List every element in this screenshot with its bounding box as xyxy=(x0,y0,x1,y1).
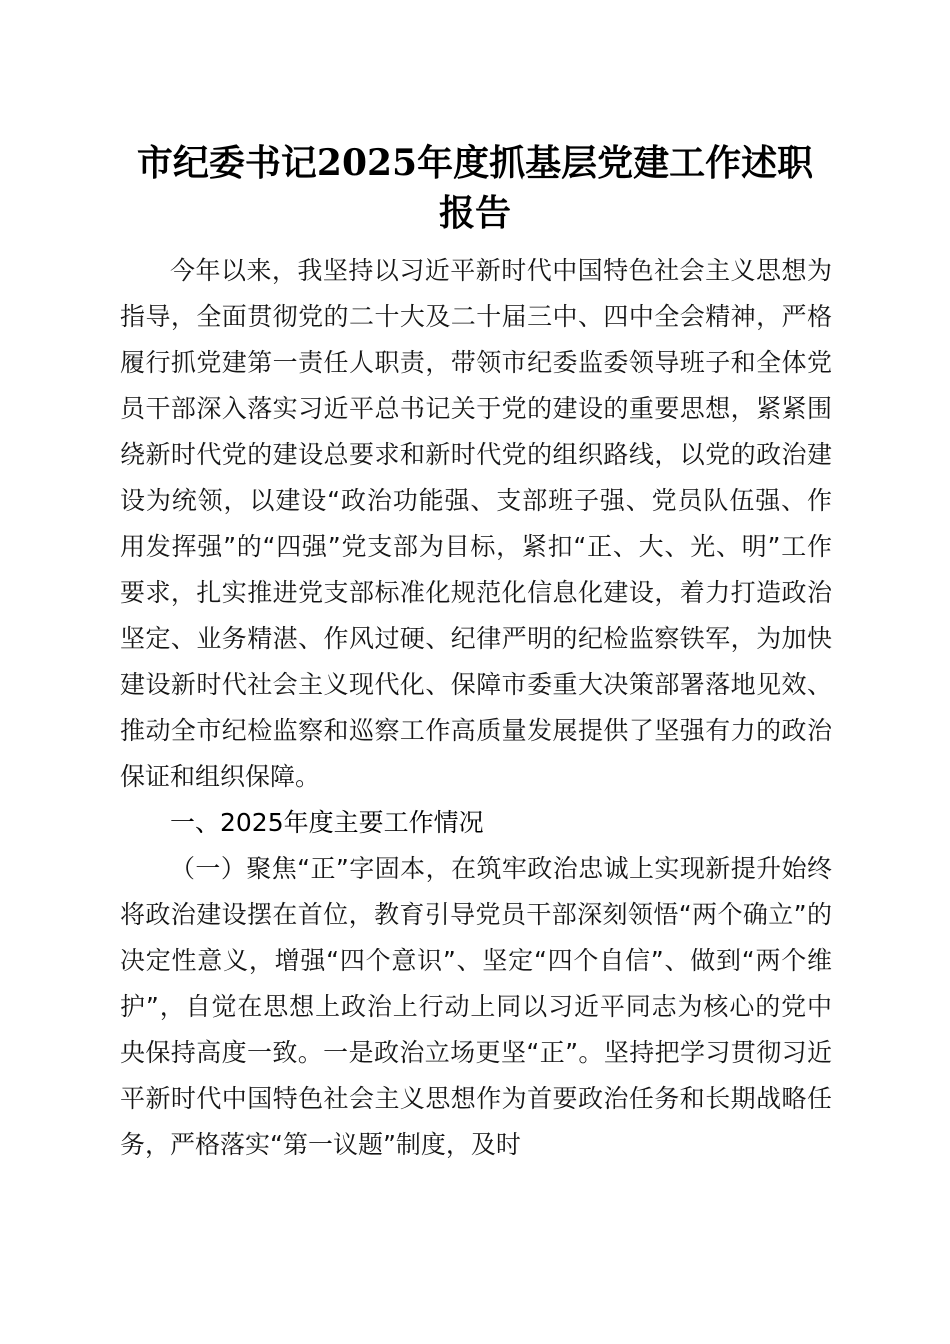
document-title: 市纪委书记2025年度抓基层党建工作述职报告 xyxy=(136,142,814,234)
section-heading: 一、2025年度主要工作情况 xyxy=(170,808,484,837)
document-body xyxy=(120,248,832,1168)
subsection-text: 始终将政治建设摆在首位，教育引导党员干部深刻领悟“两个确立”的决定性意义，增强“四个意识”、坚定“四个自信”、做到“两个维护”，自觉在思想上政治上行动上同以习近平同志为核心的党中央保持高度一致。一是政治立场更坚“正”。坚持把学习贯彻习近平新时代中国特色社会主义思想作为首要政治任务和长期战略任务，严格落实“第一议题”制度，及时 xyxy=(120,854,832,1159)
intro-paragraph: 今年以来，我坚持以习近平新时代中国特色社会主义思想为指导，全面贯彻党的二十大及二十届三中、四中全会精神，严格履行抓党建第一责任人职责，带领市纪委监委领导班子和全体党员干部深入落实习近平总书记关于党的建设的重要思想，紧紧围绕新时代党的建设总要求和新时代党的组织路线，以党的政治建设为统领，以建设“政治功能强、支部班子强、党员队伍强、作用发挥强”的“四强”党支部为目标，紧扣“正、大、光、明”工作要求，扎实推进党支部标准化规范化信息化建设，着力打造政治坚定、业务精湛、作风过硬、纪律严明的纪检监察铁军，为加快建设新时代社会主义现代化、保障市委重大决策部署落地见效、推动全市纪检监察和巡察工作高质量发展提供了坚强有力的政治保证和组织保障。 xyxy=(120,256,832,791)
subsection-heading: （一）聚焦“正”字固本，在筑牢政治忠诚上实现新提升 xyxy=(170,854,782,883)
subsection-paragraph xyxy=(120,846,832,1168)
